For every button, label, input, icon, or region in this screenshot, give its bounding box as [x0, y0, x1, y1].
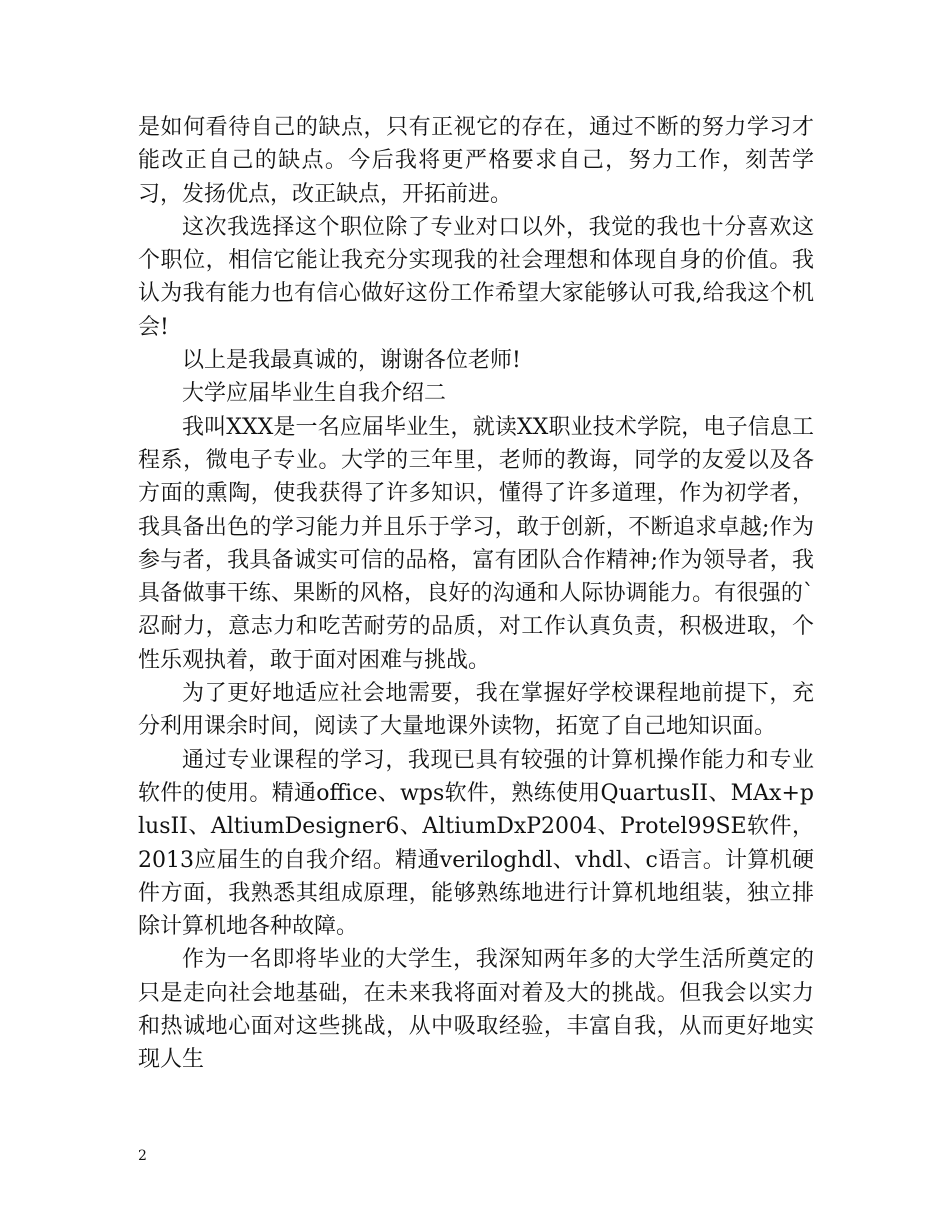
- page-number: 2: [138, 1148, 147, 1164]
- paragraph: 为了更好地适应社会地需要，我在掌握好学校课程地前提下，充分利用课余时间，阅读了大量地课外读物，拓宽了自己地知识面。: [138, 681, 814, 740]
- paragraph: 以上是我最真诚的，谢谢各位老师!: [182, 348, 521, 374]
- paragraph: 是如何看待自己的缺点，只有正视它的存在，通过不断的努力学习才能改正自己的缺点。今后我将更严格要求自己，努力工作，刻苦学习，发扬优点，改正缺点，开拓前进。: [138, 115, 814, 207]
- paragraph: 作为一名即将毕业的大学生，我深知两年多的大学生活所奠定的只是走向社会地基础，在未来我将面对着及大的挑战。但我会以实力和热诚地心面对这些挑战，从中吸取经验，丰富自我，从而更好地实现人生: [138, 947, 814, 1073]
- paragraph: 这次我选择这个职位除了专业对口以外，我觉的我也十分喜欢这个职位，相信它能让我充分实现我的社会理想和体现自身的价值。我认为我有能力也有信心做好这份工作希望大家能够认可我,给我这个机会!: [138, 214, 814, 340]
- paragraph: 我叫XXX是一名应届毕业生，就读XX职业技术学院，电子信息工程系，微电子专业。大学的三年里，老师的教诲，同学的友爱以及各方面的熏陶，使我获得了许多知识，懂得了许多道理，作为初学者，我具备出色的学习能力并且乐于学习，敢于创新，不断追求卓越;作为参与者，我具备诚实可信的品格，富有团队合作精神;作为领导者，我具备做事干练、果断的风格，良好的沟通和人际协调能力。有很强的`忍耐力，意志力和吃苦耐劳的品质，对工作认真负责，积极进取，个性乐观执着，敢于面对困难与挑战。: [138, 414, 814, 673]
- paragraph: 通过专业课程的学习，我现已具有较强的计算机操作能力和专业软件的使用。精通office、wps软件，熟练使用QuartusII、MAx+plusII、AltiumDesigner6、AltiumDxP2004、Protel99SE软件，2013应届生的自我介绍。精通veriloghdl、vhdl、c语言。计算机硬件方面，我熟悉其组成原理，能够熟练地进行计算机地组装，独立排除计算机地各种故障。: [138, 747, 814, 940]
- body-text: [138, 111, 814, 1077]
- paragraph: 大学应届毕业生自我介绍二: [182, 381, 447, 407]
